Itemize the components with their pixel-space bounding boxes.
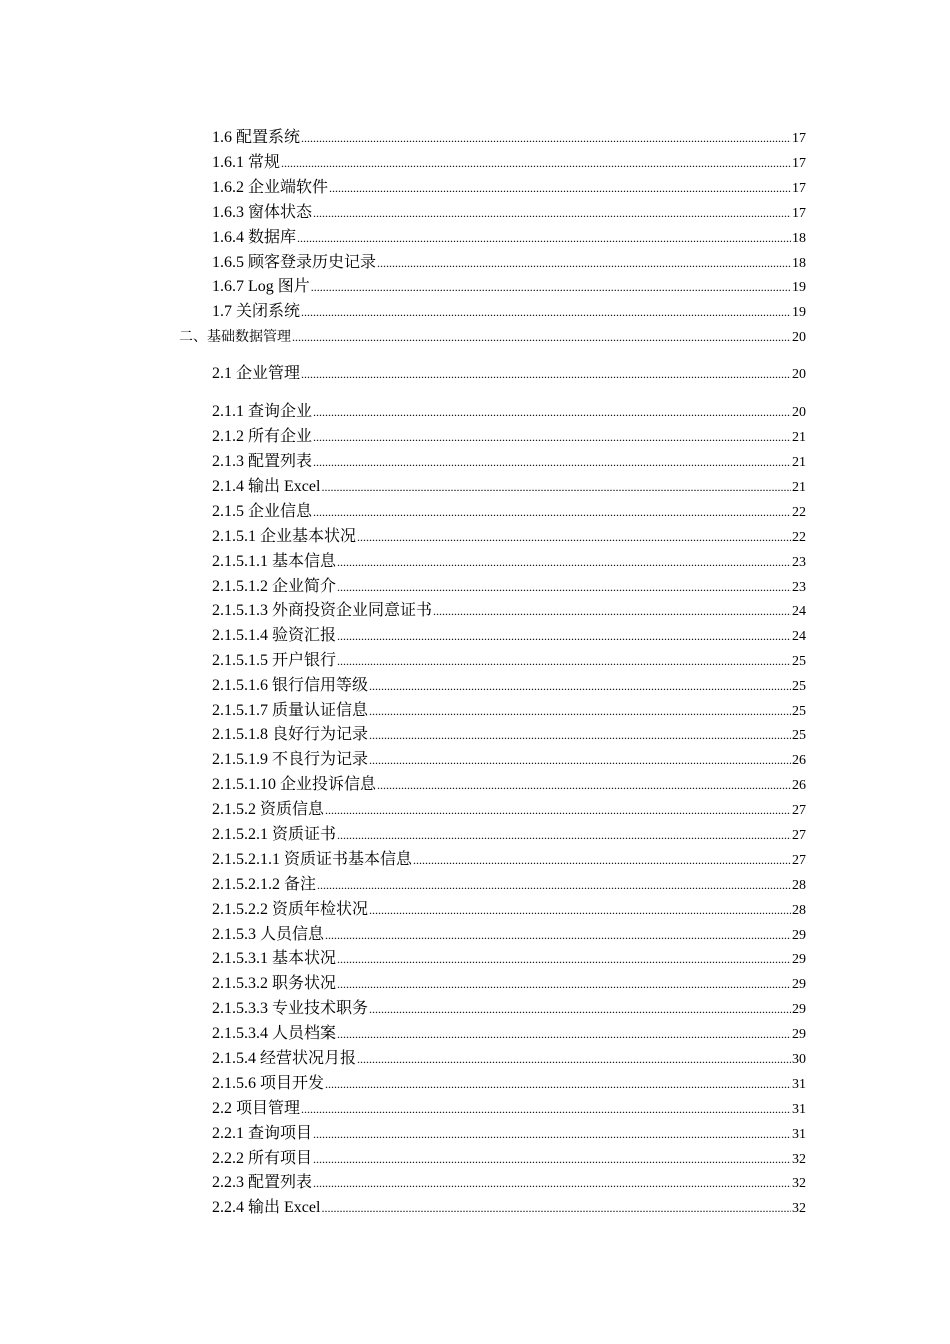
toc-leader-dots [337,625,791,647]
toc-entry[interactable] [212,874,806,897]
toc-entry[interactable] [212,1048,806,1071]
toc-entry-title: 2.1.5.3.4 人员档案 [212,1025,337,1042]
toc-leader-dots [369,700,791,722]
toc-entry-page: 17 [792,181,806,196]
toc-entry-title: 2.1.5.3.2 职务状况 [212,975,337,992]
toc-entry-page: 18 [792,231,806,246]
toc-entry-page: 27 [792,828,806,843]
toc-leader-dots [433,600,791,622]
toc-entry-page: 17 [792,156,806,171]
toc-entry-page: 26 [792,753,806,768]
toc-entry-title: 1.7 关闭系统 [212,303,301,320]
toc-entry-page: 20 [792,405,806,420]
toc-leader-dots [313,1123,791,1145]
toc-entry-page: 21 [792,430,806,445]
toc-entry-page: 28 [792,903,806,918]
toc-leader-dots [337,948,791,970]
toc-entry[interactable] [212,426,806,449]
toc-leader-dots [337,650,791,672]
toc-leader-dots [301,1098,791,1120]
toc-entry-title: 2.1.2 所有企业 [212,428,313,445]
toc-entry-page: 22 [792,505,806,520]
toc-entry-page: 25 [792,679,806,694]
toc-entry[interactable] [212,824,806,847]
toc-entry-page: 23 [792,580,806,595]
toc-leader-dots [301,127,791,149]
toc-entry-title: 2.1.5.1.8 良好行为记录 [212,726,369,743]
toc-entry-title: 1.6 配置系统 [212,129,301,146]
toc-entry-page: 24 [792,604,806,619]
toc-entry[interactable] [212,924,806,947]
toc-entry[interactable] [212,476,806,499]
toc-entry[interactable] [212,301,806,324]
toc-leader-dots [292,326,791,348]
toc-entry-page: 20 [792,330,806,345]
toc-entry-title: 2.1.5.1 企业基本状况 [212,528,357,545]
toc-leader-dots [369,998,791,1020]
toc-entry[interactable] [212,1123,806,1146]
toc-entry-title: 2.1.5.1.4 验资汇报 [212,627,337,644]
toc-leader-dots [337,576,791,598]
toc-entry-page: 24 [792,629,806,644]
toc-entry-title: 1.6.2 企业端软件 [212,179,329,196]
toc-entry[interactable] [212,799,806,822]
toc-leader-dots [313,451,791,473]
toc-entry-title: 2.1.3 配置列表 [212,453,313,470]
toc-entry-page: 32 [792,1201,806,1216]
toc-leader-dots [317,874,791,896]
toc-leader-dots [321,476,791,498]
toc-entry-title: 2.1.5.3 人员信息 [212,926,325,943]
toc-entry[interactable] [212,899,806,922]
toc-entry-title: 2.1.5.1.10 企业投诉信息 [212,776,377,793]
toc-leader-dots [369,749,791,771]
toc-entry[interactable] [212,501,806,524]
toc-entry-title: 2.1.5.2.2 资质年检状况 [212,901,369,918]
toc-leader-dots [297,227,791,249]
toc-leader-dots [313,426,791,448]
toc-entry[interactable] [212,152,806,175]
toc-entry[interactable] [212,675,806,698]
toc-entry-title: 1.6.3 窗体状态 [212,204,313,221]
toc-leader-dots [357,526,791,548]
toc-leader-dots [369,899,791,921]
toc-entry-title: 2.2.1 查询项目 [212,1125,313,1142]
toc-entry-title: 2.1.5.6 项目开发 [212,1075,325,1092]
toc-entry-page: 27 [792,803,806,818]
toc-leader-dots [337,551,791,573]
toc-entry[interactable] [212,363,806,386]
toc-entry[interactable] [212,1172,806,1195]
toc-entry[interactable] [212,700,806,723]
toc-leader-dots [337,1023,791,1045]
toc-leader-dots [313,401,791,423]
toc-leader-dots [311,276,791,298]
toc-entry-title: 1.6.5 顾客登录历史记录 [212,254,377,271]
toc-entry-title: 2.1.4 输出 Excel [212,478,321,495]
toc-entry-page: 18 [792,256,806,271]
toc-entry-page: 26 [792,778,806,793]
toc-entry-page: 17 [792,206,806,221]
toc-chapter-entry[interactable] [179,326,806,349]
toc-leader-dots [313,1148,791,1170]
toc-leader-dots [301,301,791,323]
toc-entry-page: 25 [792,654,806,669]
toc-entry-page: 19 [792,280,806,295]
toc-leader-dots [321,1197,791,1219]
toc-entry-title: 2.1.5.3.1 基本状况 [212,950,337,967]
toc-entry-page: 27 [792,853,806,868]
toc-entry-title: 2.2.4 输出 Excel [212,1199,321,1216]
toc-entry[interactable] [212,401,806,424]
toc-leader-dots [325,1073,791,1095]
toc-entry[interactable] [212,973,806,996]
toc-entry-page: 19 [792,305,806,320]
toc-leader-dots [313,1172,791,1194]
toc-entry-title: 2.2.2 所有项目 [212,1150,313,1167]
toc-entry[interactable] [212,551,806,574]
toc-entry[interactable] [212,127,806,150]
toc-entry-page: 29 [792,977,806,992]
toc-entry-page: 29 [792,1002,806,1017]
toc-entry-title: 2.1.5.1.9 不良行为记录 [212,751,369,768]
toc-leader-dots [377,252,791,274]
toc-entry-title: 2.1.5.1.1 基本信息 [212,553,337,570]
toc-leader-dots [325,924,791,946]
toc-entry-page: 21 [792,480,806,495]
toc-entry-page: 29 [792,952,806,967]
toc-entry[interactable] [212,774,806,797]
toc-entry-title: 1.6.4 数据库 [212,229,297,246]
toc-entry-title: 2.1.5 企业信息 [212,503,313,520]
toc-entry-page: 28 [792,878,806,893]
toc-entry[interactable] [212,650,806,673]
toc-entry[interactable] [212,177,806,200]
toc-entry-title: 2.2.3 配置列表 [212,1174,313,1191]
toc-entry-page: 29 [792,928,806,943]
toc-entry[interactable] [212,600,806,623]
toc-entry[interactable] [212,526,806,549]
toc-entry-title: 2.1.5.1.3 外商投资企业同意证书 [212,602,433,619]
toc-leader-dots [369,675,791,697]
toc-entry-title: 2.1.5.1.2 企业简介 [212,578,337,595]
toc-leader-dots [377,774,791,796]
toc-entry[interactable] [212,451,806,474]
toc-entry[interactable] [212,1148,806,1171]
toc-entry-page: 22 [792,530,806,545]
toc-entry-page: 29 [792,1027,806,1042]
toc-leader-dots [313,501,791,523]
toc-entry-title: 二、基础数据管理 [179,330,291,345]
toc-entry[interactable] [212,276,806,299]
toc-entry-title: 2.1.5.1.5 开户银行 [212,652,337,669]
toc-entry[interactable] [212,749,806,772]
toc-entry-title: 2.1.5.2.1.1 资质证书基本信息 [212,851,413,868]
toc-entry[interactable] [212,724,806,747]
toc-entry-page: 31 [792,1127,806,1142]
toc-entry-page: 20 [792,367,806,382]
toc-entry-page: 17 [792,131,806,146]
toc-leader-dots [281,152,791,174]
toc-entry-title: 2.1.5.4 经营状况月报 [212,1050,357,1067]
toc-entry[interactable] [212,252,806,275]
toc-entry[interactable] [212,1073,806,1096]
toc-entry-page: 21 [792,455,806,470]
toc-entry[interactable] [212,1023,806,1046]
toc-entry-page: 32 [792,1152,806,1167]
toc-entry-title: 2.1.5.2.1.2 备注 [212,876,317,893]
toc-entry-page: 23 [792,555,806,570]
toc-entry[interactable] [212,998,806,1021]
toc-entry-title: 2.1.5.3.3 专业技术职务 [212,1000,369,1017]
toc-entry[interactable] [212,1098,806,1121]
toc-entry-title: 2.1.5.2.1 资质证书 [212,826,337,843]
toc-entry-title: 2.1.5.2 资质信息 [212,801,325,818]
toc-entry-title: 2.1 企业管理 [212,365,301,382]
toc-entry-page: 25 [792,704,806,719]
toc-entry-title: 1.6.7 Log 图片 [212,278,310,295]
toc-entry-title: 2.1.5.1.7 质量认证信息 [212,702,369,719]
toc-entry-page: 31 [792,1077,806,1092]
toc-leader-dots [337,973,791,995]
toc-entry-page: 32 [792,1176,806,1191]
toc-leader-dots [413,849,791,871]
toc-leader-dots [369,724,791,746]
toc-entry[interactable] [212,227,806,250]
toc-entry[interactable] [212,576,806,599]
toc-leader-dots [329,177,791,199]
toc-entry-title: 1.6.1 常规 [212,154,281,171]
toc-entry[interactable] [212,849,806,872]
toc-leader-dots [313,202,791,224]
toc-entry[interactable] [212,625,806,648]
toc-leader-dots [357,1048,791,1070]
toc-leader-dots [325,799,791,821]
toc-entry-title: 2.1.5.1.6 银行信用等级 [212,677,369,694]
toc-entry[interactable] [212,948,806,971]
toc-entry-title: 2.2 项目管理 [212,1100,301,1117]
toc-entry[interactable] [212,202,806,225]
toc-leader-dots [337,824,791,846]
toc-leader-dots [301,363,791,385]
toc-entry-page: 30 [792,1052,806,1067]
toc-entry-title: 2.1.1 查询企业 [212,403,313,420]
toc-entry-page: 31 [792,1102,806,1117]
toc-entry[interactable] [212,1197,806,1220]
toc-entry-page: 25 [792,728,806,743]
